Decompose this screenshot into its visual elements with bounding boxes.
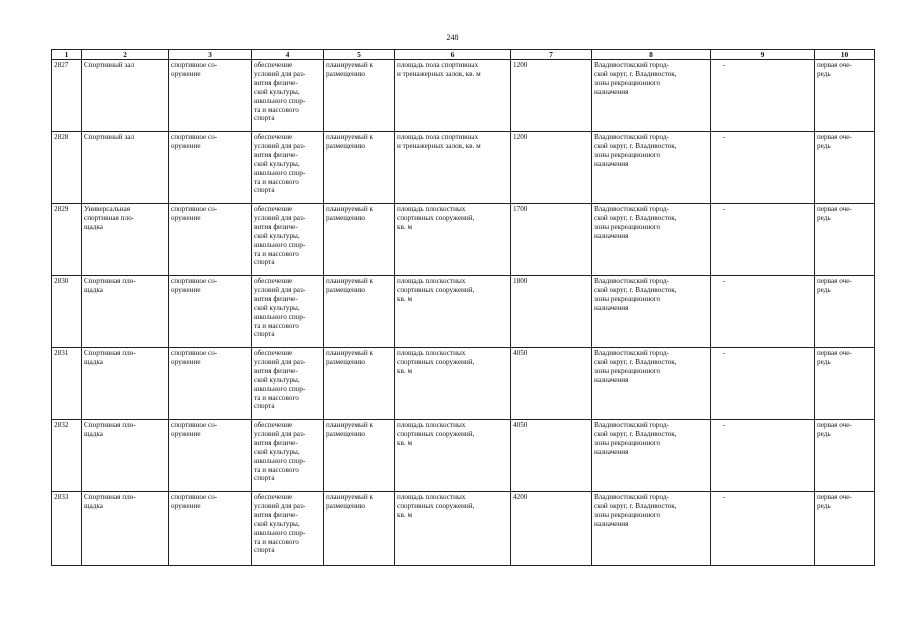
status-cell: планируемый к размещению [324,204,395,276]
location-cell: Владивостокский город- ской округ, г. Владивосток, зоны рекреационного назначения [592,348,711,420]
status-cell: планируемый к размещению [324,420,395,492]
table-row [52,420,875,492]
characteristic-cell: площадь пола спортивных и тренажерных залов, кв. м [395,132,511,204]
status-cell: планируемый к размещению [324,276,395,348]
row-number-cell: 2827 [52,60,82,132]
stage-cell: первая оче- редь [815,348,875,420]
value-cell: 1700 [511,204,592,276]
table-row [52,60,875,132]
object-type-cell: спортивное со- оружение [169,420,252,492]
zone-cell: - [711,60,815,132]
column-header: 8 [592,50,711,60]
column-header: 7 [511,50,592,60]
location-cell: Владивостокский город- ской округ, г. Владивосток, зоны рекреационного назначения [592,276,711,348]
registry-table [51,49,875,566]
characteristic-cell: площадь плоскостных спортивных сооружений, кв. м [395,492,511,566]
object-name-cell: Спортивная пло- щадка [82,276,169,348]
object-name-cell: Спортивный зал [82,132,169,204]
purpose-cell: обеспечение условий для раз- вития физиче- ской культуры, школьного спор- та и массового спорта [252,204,324,276]
purpose-cell: обеспечение условий для раз- вития физиче- ской культуры, школьного спор- та и массового спорта [252,420,324,492]
table-row [52,348,875,420]
page-number: 248 [446,33,459,42]
zone-cell: - [711,492,815,566]
object-type-cell: спортивное со- оружение [169,276,252,348]
column-header: 5 [324,50,395,60]
row-number-cell: 2831 [52,348,82,420]
value-cell: 1200 [511,60,592,132]
zone-cell: - [711,420,815,492]
object-name-cell: Спортивная пло- щадка [82,492,169,566]
table-row [52,492,875,566]
row-number-cell: 2833 [52,492,82,566]
object-name-cell: Спортивный зал [82,60,169,132]
column-header: 3 [169,50,252,60]
value-cell: 4200 [511,492,592,566]
location-cell: Владивостокский город- ской округ, г. Владивосток, зоны рекреационного назначения [592,60,711,132]
zone-cell: - [711,348,815,420]
location-cell: Владивостокский город- ской округ, г. Владивосток, зоны рекреационного назначения [592,132,711,204]
column-header: 2 [82,50,169,60]
characteristic-cell: площадь плоскостных спортивных сооружений, кв. м [395,348,511,420]
row-number-cell: 2832 [52,420,82,492]
object-type-cell: спортивное со- оружение [169,492,252,566]
object-type-cell: спортивное со- оружение [169,132,252,204]
row-number-cell: 2828 [52,132,82,204]
object-type-cell: спортивное со- оружение [169,60,252,132]
status-cell: планируемый к размещению [324,132,395,204]
purpose-cell: обеспечение условий для раз- вития физиче- ской культуры, школьного спор- та и массового спорта [252,60,324,132]
value-cell: 1200 [511,132,592,204]
table-row [52,204,875,276]
table-body [52,60,875,566]
characteristic-cell: площадь плоскостных спортивных сооружений, кв. м [395,204,511,276]
object-name-cell: Универсальная спортивная пло- щадка [82,204,169,276]
row-number-cell: 2829 [52,204,82,276]
purpose-cell: обеспечение условий для раз- вития физиче- ской культуры, школьного спор- та и массового спорта [252,276,324,348]
stage-cell: первая оче- редь [815,492,875,566]
object-type-cell: спортивное со- оружение [169,348,252,420]
stage-cell: первая оче- редь [815,276,875,348]
value-cell: 1800 [511,276,592,348]
stage-cell: первая оче- редь [815,132,875,204]
value-cell: 4050 [511,348,592,420]
stage-cell: первая оче- редь [815,420,875,492]
object-name-cell: Спортивная пло- щадка [82,420,169,492]
table-row [52,276,875,348]
column-header: 4 [252,50,324,60]
header-row [52,50,875,60]
location-cell: Владивостокский город- ской округ, г. Владивосток, зоны рекреационного назначения [592,204,711,276]
table-row [52,132,875,204]
object-type-cell: спортивное со- оружение [169,204,252,276]
object-name-cell: Спортивная пло- щадка [82,348,169,420]
location-cell: Владивостокский город- ской округ, г. Владивосток, зоны рекреационного назначения [592,420,711,492]
characteristic-cell: площадь плоскостных спортивных сооружений, кв. м [395,276,511,348]
row-number-cell: 2830 [52,276,82,348]
status-cell: планируемый к размещению [324,348,395,420]
stage-cell: первая оче- редь [815,60,875,132]
location-cell: Владивостокский город- ской округ, г. Владивосток, зоны рекреационного назначения [592,492,711,566]
purpose-cell: обеспечение условий для раз- вития физиче- ской культуры, школьного спор- та и массового спорта [252,132,324,204]
characteristic-cell: площадь плоскостных спортивных сооружений, кв. м [395,420,511,492]
column-header: 9 [711,50,815,60]
status-cell: планируемый к размещению [324,60,395,132]
column-header: 10 [815,50,875,60]
value-cell: 4050 [511,420,592,492]
status-cell: планируемый к размещению [324,492,395,566]
purpose-cell: обеспечение условий для раз- вития физиче- ской культуры, школьного спор- та и массового спорта [252,492,324,566]
column-header: 1 [52,50,82,60]
purpose-cell: обеспечение условий для раз- вития физиче- ской культуры, школьного спор- та и массового спорта [252,348,324,420]
zone-cell: - [711,132,815,204]
column-header: 6 [395,50,511,60]
stage-cell: первая оче- редь [815,204,875,276]
characteristic-cell: площадь пола спортивных и тренажерных залов, кв. м [395,60,511,132]
zone-cell: - [711,276,815,348]
zone-cell: - [711,204,815,276]
